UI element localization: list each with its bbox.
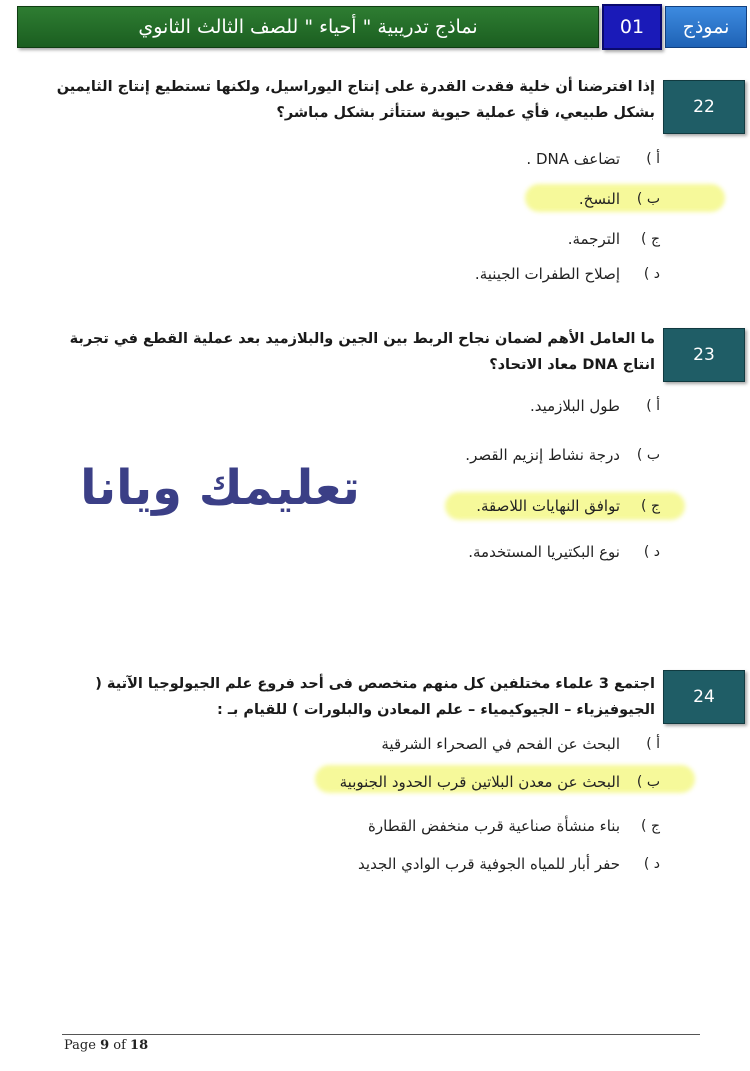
option-letter: ج ) [641,231,660,247]
option-text: البحث عن الفحم في الصحراء الشرقية [381,735,620,753]
option-text: درجة نشاط إنزيم القصر. [465,446,620,464]
footer-divider [62,1034,700,1035]
page-total: 18 [130,1038,149,1053]
option-letter: ب ) [636,447,660,463]
option-text: البحث عن معدن البلاتين قرب الحدود الجنوبية [339,773,620,791]
option-letter: أ ) [646,151,660,167]
watermark-text: تعليمك ويانا [80,460,360,516]
option-text: بناء منشأة صناعية قرب منخفض القطارة [368,817,620,835]
option-text: حفر أبار للمياه الجوفية قرب الوادي الجديد [358,855,620,873]
option-text: إصلاح الطفرات الجينية. [474,265,620,283]
option-letter: أ ) [646,736,660,752]
option-letter: د ) [643,544,660,560]
option-text: نوع البكتيريا المستخدمة. [468,543,620,561]
option-letter: ب ) [636,774,660,790]
option-letter: ج ) [641,498,660,514]
of-word: of [113,1038,126,1053]
question-text-24: اجتمع 3 علماء مختلفين كل منهم متخصص فى أحد فروع علم الجيولوجيا الآتية ( الجيوفيزياء – الجيوكيمياء – علم المعادن والبلورات ) للقيام بـ : [95,676,655,718]
option-text: النسخ. [578,190,620,208]
option-text: توافق النهايات اللاصقة. [476,497,620,515]
page-footer [64,1038,148,1053]
question-number-22: 22 [663,80,745,134]
question-text-23: ما العامل الأهم لضمان نجاح الربط بين الجين والبلازميد بعد عملية القطع في تجربة انتاج DNA معاد الاتحاد؟ [69,331,655,373]
header-title: نماذج تدريبية " أحياء " للصف الثالث الثانوي [17,6,599,48]
page-header [17,2,746,50]
page-word: Page [64,1038,96,1053]
question-text-22: إذا افترضنا أن خلية فقدت القدرة على إنتاج اليوراسيل، ولكنها تستطيع إنتاج الثايمين بشكل طبيعي، فأي عملية حيوية ستتأثر بشكل مباشر؟ [56,79,655,121]
question-number-24: 24 [663,670,745,724]
model-number: 01 [602,4,662,50]
option-letter: أ ) [646,398,660,414]
option-text: تضاعف DNA . [526,150,620,168]
page-current: 9 [100,1038,110,1053]
option-letter: د ) [643,856,660,872]
option-text: طول البلازميد. [529,397,620,415]
model-label: نموذج [665,6,747,48]
option-letter: ج ) [641,818,660,834]
question-number-23: 23 [663,328,745,382]
option-text: الترجمة. [567,230,620,248]
option-letter: د ) [643,266,660,282]
option-letter: ب ) [636,191,660,207]
